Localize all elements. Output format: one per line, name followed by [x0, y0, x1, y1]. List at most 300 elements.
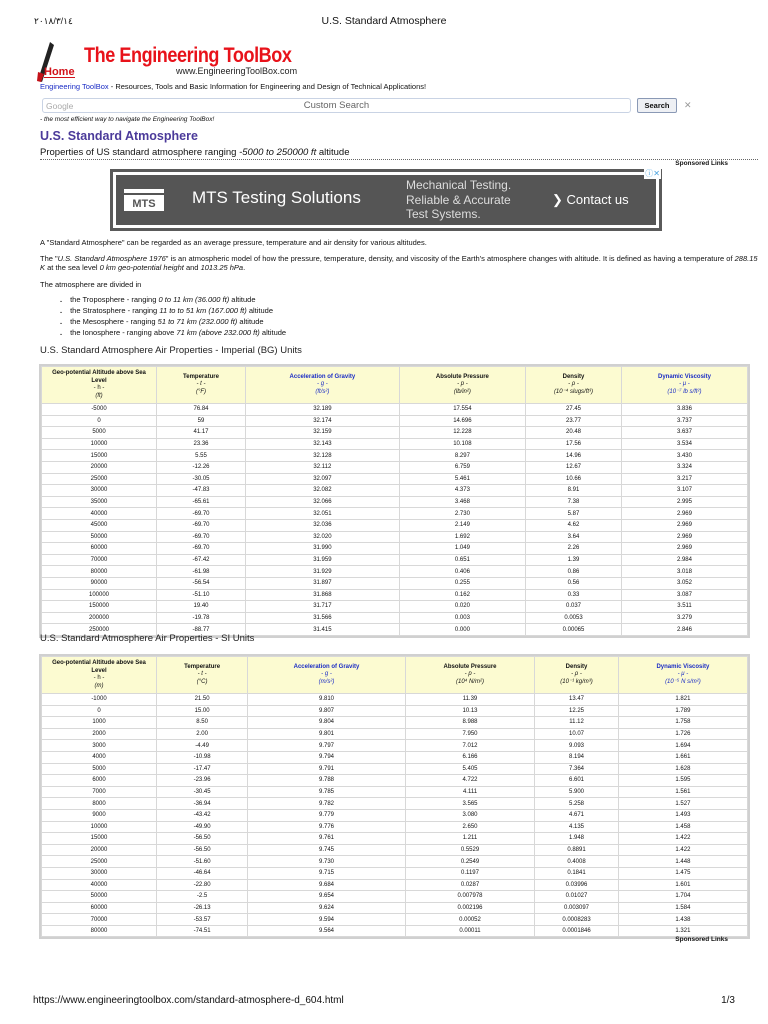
- table-cell: 10000: [42, 438, 157, 450]
- table-cell: -88.77: [157, 624, 246, 636]
- table-cell: 2.969: [621, 508, 747, 520]
- table-cell: -74.51: [157, 925, 248, 937]
- table-cell: 32.097: [245, 473, 399, 485]
- table-cell: 9.801: [248, 728, 406, 740]
- header-unit: (ft): [95, 392, 103, 399]
- table-cell: 5000: [42, 427, 157, 439]
- table-cell: 3.018: [621, 566, 747, 578]
- si-properties-table: [41, 656, 748, 937]
- table-cell: -2.5: [157, 891, 248, 903]
- table-cell: 70000: [42, 554, 157, 566]
- column-header[interactable]: [245, 367, 399, 404]
- table-cell: 2.969: [621, 519, 747, 531]
- header-name: Absolute Pressure: [435, 373, 489, 380]
- table-cell: 1.211: [405, 833, 534, 845]
- table-cell: 25000: [42, 473, 157, 485]
- table-cell: 17.56: [526, 438, 622, 450]
- table-cell: 0.00065: [526, 624, 622, 636]
- table-cell: 0.037: [526, 601, 622, 613]
- table-cell: -47.83: [157, 485, 246, 497]
- table-cell: 9.761: [248, 833, 406, 845]
- table-cell: 1.584: [618, 902, 747, 914]
- table-cell: 0.00011: [405, 925, 534, 937]
- table-cell: 3.511: [621, 601, 747, 613]
- column-header: [42, 657, 157, 694]
- header-sym: - t -: [197, 671, 207, 678]
- ad-title: MTS Testing Solutions: [192, 188, 361, 207]
- header-name: Dynamic Viscosity: [658, 373, 711, 380]
- table-cell: 1.628: [618, 763, 747, 775]
- table-cell: 0.4008: [535, 856, 619, 868]
- table-cell: 19.40: [157, 601, 246, 613]
- table-cell: 40000: [42, 508, 157, 520]
- column-header[interactable]: [248, 657, 406, 694]
- table-cell: 1.692: [399, 531, 525, 543]
- table-cell: 32.159: [245, 427, 399, 439]
- sponsored-links-label: Sponsored Links: [675, 160, 728, 167]
- subtitle-range: -5000 to 250000 ft: [239, 147, 317, 158]
- table-cell: 1000: [42, 717, 157, 729]
- si-table-title: U.S. Standard Atmosphere Air Properties - SI Units: [40, 633, 255, 644]
- table-cell: 3.468: [399, 496, 525, 508]
- table-cell: 32.082: [245, 485, 399, 497]
- table-cell: 90000: [42, 577, 157, 589]
- table-cell: 1.694: [618, 740, 747, 752]
- table-cell: 17.554: [399, 404, 525, 416]
- table-cell: 150000: [42, 601, 157, 613]
- header-name: Geo-potential Altitude above Sea Level: [52, 660, 146, 674]
- table-cell: 9.624: [248, 902, 406, 914]
- table-cell: 9.779: [248, 809, 406, 821]
- table-cell: 0.651: [399, 554, 525, 566]
- table-cell: 1.789: [618, 705, 747, 717]
- table-cell: 11.39: [405, 694, 534, 706]
- table-row: [42, 404, 748, 416]
- table-cell: 8.194: [535, 751, 619, 763]
- header-sym: - ρ -: [568, 381, 579, 388]
- table-cell: 1.726: [618, 728, 747, 740]
- table-row: [42, 508, 748, 520]
- table-cell: 2.969: [621, 543, 747, 555]
- table-cell: 9.791: [248, 763, 406, 775]
- table-cell: 14.96: [526, 450, 622, 462]
- table-row: [42, 612, 748, 624]
- site-logo[interactable]: [36, 40, 306, 84]
- table-cell: 30000: [42, 867, 157, 879]
- table-row: [42, 485, 748, 497]
- header-name: Geo-potential Altitude above Sea Level: [52, 370, 146, 384]
- table-cell: 9.807: [248, 705, 406, 717]
- table-cell: 9.804: [248, 717, 406, 729]
- table-row: [42, 798, 748, 810]
- sponsored-links-label-bottom: Sponsored Links: [675, 936, 728, 943]
- table-cell: 6.759: [399, 461, 525, 473]
- page-title: U.S. Standard Atmosphere: [40, 129, 198, 143]
- table-cell: 32.020: [245, 531, 399, 543]
- table-row: [42, 867, 748, 879]
- table-cell: -61.98: [157, 566, 246, 578]
- table-cell: 32.128: [245, 450, 399, 462]
- page-subtitle: [40, 147, 758, 160]
- intro-paragraph: A "Standard Atmosphere" can be regarded as an average pressure, temperature and air density for various altitudes.: [40, 238, 427, 247]
- ad-banner[interactable]: [110, 169, 662, 231]
- logo-url: www.EngineeringToolBox.com: [176, 66, 298, 76]
- table-cell: -53.57: [157, 914, 248, 926]
- table-cell: 1.821: [618, 694, 747, 706]
- header-unit: (10⁴ N/m²): [456, 678, 484, 685]
- table-cell: 32.036: [245, 519, 399, 531]
- print-title: U.S. Standard Atmosphere: [321, 15, 447, 27]
- header-sym: - μ -: [677, 671, 689, 678]
- table-cell: 3.080: [405, 809, 534, 821]
- table-cell: 1.475: [618, 867, 747, 879]
- table-cell: 31.990: [245, 543, 399, 555]
- table-cell: 0.1197: [405, 867, 534, 879]
- table-cell: -51.60: [157, 856, 248, 868]
- table-cell: 35000: [42, 496, 157, 508]
- table-cell: 2.984: [621, 554, 747, 566]
- table-cell: -69.70: [157, 543, 246, 555]
- table-cell: 0.00052: [405, 914, 534, 926]
- table-cell: 9.797: [248, 740, 406, 752]
- table-cell: -5000: [42, 404, 157, 416]
- engineering-toolbox-link[interactable]: Engineering ToolBox: [40, 82, 109, 91]
- header-sym: - h -: [93, 675, 105, 681]
- table-cell: 5.900: [535, 786, 619, 798]
- table-cell: 7.950: [405, 728, 534, 740]
- home-link[interactable]: Home: [44, 66, 75, 78]
- list-item: . the Mesosphere - ranging 51 to 71 km (232.000 ft) altitude: [60, 316, 286, 327]
- table-cell: 11.12: [535, 717, 619, 729]
- chevron-right-icon: ❯: [552, 192, 567, 207]
- search-placeholder: Custom Search: [303, 100, 370, 111]
- table-cell: 0.003: [399, 612, 525, 624]
- header-name: Dynamic Viscosity: [656, 663, 710, 670]
- table-cell: 1.948: [535, 833, 619, 845]
- table-cell: 10.108: [399, 438, 525, 450]
- ad-desc-line: Mechanical Testing.: [406, 178, 512, 192]
- header-sym: - ρ -: [571, 671, 582, 678]
- table-cell: 0.5529: [405, 844, 534, 856]
- header-unit: (°C): [196, 678, 208, 685]
- table-cell: 8.297: [399, 450, 525, 462]
- table-cell: -69.70: [157, 508, 246, 520]
- table-cell: 10000: [42, 821, 157, 833]
- table-cell: 0.33: [526, 589, 622, 601]
- table-cell: 32.174: [245, 415, 399, 427]
- clear-icon[interactable]: ✕: [684, 100, 692, 110]
- header-sym: - g -: [321, 671, 332, 678]
- table-row: [42, 891, 748, 903]
- header-unit: (ft/s²): [315, 388, 330, 395]
- column-header: [526, 367, 622, 404]
- table-cell: 9.564: [248, 925, 406, 937]
- table-row: [42, 751, 748, 763]
- table-cell: 9.715: [248, 867, 406, 879]
- table-row: [42, 427, 748, 439]
- ad-choices-icon[interactable]: ⓘ✕: [645, 169, 660, 178]
- table-cell: 1.448: [618, 856, 747, 868]
- table-cell: 7000: [42, 786, 157, 798]
- table-cell: 3.565: [405, 798, 534, 810]
- header-unit: (10⁻¹ kg/m³): [560, 678, 593, 685]
- table-cell: 3.737: [621, 415, 747, 427]
- table-cell: 9.093: [535, 740, 619, 752]
- header-name: Acceleration of Gravity: [293, 663, 360, 670]
- table-row: [42, 879, 748, 891]
- table-cell: 60000: [42, 902, 157, 914]
- table-cell: 0.1841: [535, 867, 619, 879]
- table-cell: 4.722: [405, 775, 534, 787]
- table-cell: 2.00: [157, 728, 248, 740]
- table-row: [42, 902, 748, 914]
- table-cell: -23.96: [157, 775, 248, 787]
- table-cell: 0.406: [399, 566, 525, 578]
- table-row: [42, 728, 748, 740]
- table-cell: 1.321: [618, 925, 747, 937]
- nav-note: - the most efficient way to navigate the Engineering ToolBox!: [40, 116, 215, 123]
- table-row: [42, 577, 748, 589]
- table-cell: 8.91: [526, 485, 622, 497]
- list-item: . the Troposphere - ranging 0 to 11 km (36.000 ft) altitude: [60, 294, 286, 305]
- table-row: [42, 763, 748, 775]
- table-cell: 21.50: [157, 694, 248, 706]
- table-cell: 31.868: [245, 589, 399, 601]
- table-cell: 2.995: [621, 496, 747, 508]
- table-cell: -4.49: [157, 740, 248, 752]
- table-cell: 3.324: [621, 461, 747, 473]
- header-unit: (10⁻⁷ lb s/ft²): [667, 388, 702, 395]
- table-row: [42, 914, 748, 926]
- table-cell: 0.255: [399, 577, 525, 589]
- table-cell: 2.969: [621, 531, 747, 543]
- table-cell: -65.61: [157, 496, 246, 508]
- table-cell: -19.78: [157, 612, 246, 624]
- column-header: [157, 657, 248, 694]
- table-cell: 200000: [42, 612, 157, 624]
- table-cell: 4000: [42, 751, 157, 763]
- table-cell: 1.422: [618, 833, 747, 845]
- header-sym: - μ -: [679, 381, 690, 388]
- table-cell: 1.049: [399, 543, 525, 555]
- table-cell: -51.10: [157, 589, 246, 601]
- list-item: . the Ionosphere - ranging above 71 km (above 232.000 ft) altitude: [60, 327, 286, 338]
- table-cell: -22.80: [157, 879, 248, 891]
- table-cell: 1.561: [618, 786, 747, 798]
- subtitle-prefix: Properties of US standard atmosphere ranging: [40, 147, 240, 158]
- table-cell: 15000: [42, 450, 157, 462]
- table-cell: -43.42: [157, 809, 248, 821]
- table-cell: 1.595: [618, 775, 747, 787]
- table-cell: 5.461: [399, 473, 525, 485]
- table-cell: 60000: [42, 543, 157, 555]
- header-name: Acceleration of Gravity: [289, 373, 356, 380]
- table-cell: -30.45: [157, 786, 248, 798]
- table-cell: 0.000: [399, 624, 525, 636]
- header-unit: (m/s²): [318, 678, 335, 685]
- table-row: [42, 543, 748, 555]
- table-cell: -69.70: [157, 519, 246, 531]
- table-cell: -56.50: [157, 844, 248, 856]
- ad-contact-button[interactable]: [552, 192, 629, 208]
- column-header: [42, 367, 157, 404]
- table-cell: 4.135: [535, 821, 619, 833]
- table-cell: 8000: [42, 798, 157, 810]
- table-cell: 70000: [42, 914, 157, 926]
- table-cell: 0.0001846: [535, 925, 619, 937]
- table-cell: 2000: [42, 728, 157, 740]
- table-cell: 7.012: [405, 740, 534, 752]
- footer-url: https://www.engineeringtoolbox.com/standard-atmosphere-d_604.html: [33, 995, 344, 1006]
- table-cell: 2.730: [399, 508, 525, 520]
- table-cell: 5.87: [526, 508, 622, 520]
- table-cell: 3.052: [621, 577, 747, 589]
- tagline: [40, 82, 426, 91]
- table-cell: 3.637: [621, 427, 747, 439]
- table-cell: 5.405: [405, 763, 534, 775]
- header-sym: - p -: [457, 381, 468, 388]
- table-cell: 40000: [42, 879, 157, 891]
- table-cell: 0.007978: [405, 891, 534, 903]
- table-cell: 80000: [42, 925, 157, 937]
- table-cell: 1.601: [618, 879, 747, 891]
- table-row: [42, 786, 748, 798]
- table-cell: -49.90: [157, 821, 248, 833]
- table-cell: 9.776: [248, 821, 406, 833]
- table-cell: 8.50: [157, 717, 248, 729]
- table-cell: 76.84: [157, 404, 246, 416]
- table-cell: 15.00: [157, 705, 248, 717]
- table-cell: 1.493: [618, 809, 747, 821]
- table-row: [42, 554, 748, 566]
- table-cell: 30000: [42, 485, 157, 497]
- table-row: [42, 496, 748, 508]
- table-cell: 1.438: [618, 914, 747, 926]
- table-cell: 32.112: [245, 461, 399, 473]
- table-cell: 0.0053: [526, 612, 622, 624]
- header-name: Density: [565, 663, 588, 670]
- table-cell: 2.149: [399, 519, 525, 531]
- column-header: [157, 367, 246, 404]
- table-cell: 23.36: [157, 438, 246, 450]
- table-cell: 31.897: [245, 577, 399, 589]
- table-row: [42, 694, 748, 706]
- search-input[interactable]: [42, 98, 631, 113]
- table-row: [42, 566, 748, 578]
- table-row: [42, 821, 748, 833]
- table-cell: 4.373: [399, 485, 525, 497]
- search-button[interactable]: Search: [637, 98, 677, 113]
- table-cell: 45000: [42, 519, 157, 531]
- table-cell: 5000: [42, 763, 157, 775]
- table-cell: 3.534: [621, 438, 747, 450]
- table-cell: 12.228: [399, 427, 525, 439]
- column-header[interactable]: [618, 657, 747, 694]
- table-cell: 50000: [42, 531, 157, 543]
- table-cell: 9.684: [248, 879, 406, 891]
- header-sym: - p -: [464, 671, 476, 678]
- table-row: [42, 415, 748, 427]
- table-cell: 1.527: [618, 798, 747, 810]
- table-cell: 9.794: [248, 751, 406, 763]
- header-sym: - g -: [317, 381, 328, 388]
- table-cell: 0.0008283: [535, 914, 619, 926]
- header-unit: (°F): [195, 388, 207, 395]
- table-cell: 0.0287: [405, 879, 534, 891]
- header-sym: - t -: [196, 381, 206, 388]
- table-row: [42, 438, 748, 450]
- table-cell: 4.62: [526, 519, 622, 531]
- imperial-table-title: U.S. Standard Atmosphere Air Properties - Imperial (BG) Units: [40, 345, 302, 356]
- subtitle-suffix: altitude: [316, 147, 350, 158]
- tagline-text: - Resources, Tools and Basic Information for Engineering and Design of Technical Applications!: [108, 82, 427, 91]
- table-row: [42, 809, 748, 821]
- table-cell: 27.45: [526, 404, 622, 416]
- table-cell: -17.47: [157, 763, 248, 775]
- table-cell: 0.2549: [405, 856, 534, 868]
- table-cell: 3.087: [621, 589, 747, 601]
- table-cell: 31.717: [245, 601, 399, 613]
- table-cell: 9.745: [248, 844, 406, 856]
- header-unit: (m): [94, 682, 104, 689]
- table-cell: 14.696: [399, 415, 525, 427]
- table-cell: 20.48: [526, 427, 622, 439]
- layers-intro: The atmosphere are divided in: [40, 280, 142, 289]
- ad-description: [406, 178, 511, 222]
- header-name: Temperature: [184, 663, 221, 670]
- table-cell: 20000: [42, 461, 157, 473]
- table-cell: 31.959: [245, 554, 399, 566]
- table-cell: 31.415: [245, 624, 399, 636]
- table-row: [42, 450, 748, 462]
- table-cell: -56.54: [157, 577, 246, 589]
- table-cell: -26.13: [157, 902, 248, 914]
- table-cell: 1.39: [526, 554, 622, 566]
- table-cell: 2.26: [526, 543, 622, 555]
- header-name: Absolute Pressure: [443, 663, 497, 670]
- table-cell: 3.64: [526, 531, 622, 543]
- table-cell: -12.26: [157, 461, 246, 473]
- table-cell: 1.458: [618, 821, 747, 833]
- table-cell: 0.003097: [535, 902, 619, 914]
- header-sym: - h -: [93, 385, 105, 391]
- table-cell: 1.661: [618, 751, 747, 763]
- table-row: [42, 461, 748, 473]
- svg-text:MTS: MTS: [132, 198, 156, 210]
- table-row: [42, 856, 748, 868]
- header-unit: (lb/in²): [453, 388, 471, 395]
- table-cell: 7.38: [526, 496, 622, 508]
- column-header: [399, 367, 525, 404]
- table-cell: 12.67: [526, 461, 622, 473]
- search-bar: [42, 98, 742, 114]
- column-header[interactable]: [621, 367, 747, 404]
- table-cell: 32.066: [245, 496, 399, 508]
- table-cell: 0: [42, 415, 157, 427]
- table-cell: 32.051: [245, 508, 399, 520]
- table-cell: 0.56: [526, 577, 622, 589]
- table-cell: 59: [157, 415, 246, 427]
- table-cell: 0.020: [399, 601, 525, 613]
- table-row: [42, 589, 748, 601]
- table-cell: 3000: [42, 740, 157, 752]
- definition-paragraph: The "U.S. Standard Atmosphere 1976" is an atmospheric model of how the pressure, temperature, density, and viscosity of the Earth's atmosphere changes with altitude. It is defined as having a temperature of 288.15 K at the sea level 0 km geo-potential height and 1013.25 hPa.: [40, 254, 758, 272]
- column-header: [405, 657, 534, 694]
- table-cell: 9.782: [248, 798, 406, 810]
- table-cell: 4.111: [405, 786, 534, 798]
- table-cell: 3.836: [621, 404, 747, 416]
- table-cell: 7.364: [535, 763, 619, 775]
